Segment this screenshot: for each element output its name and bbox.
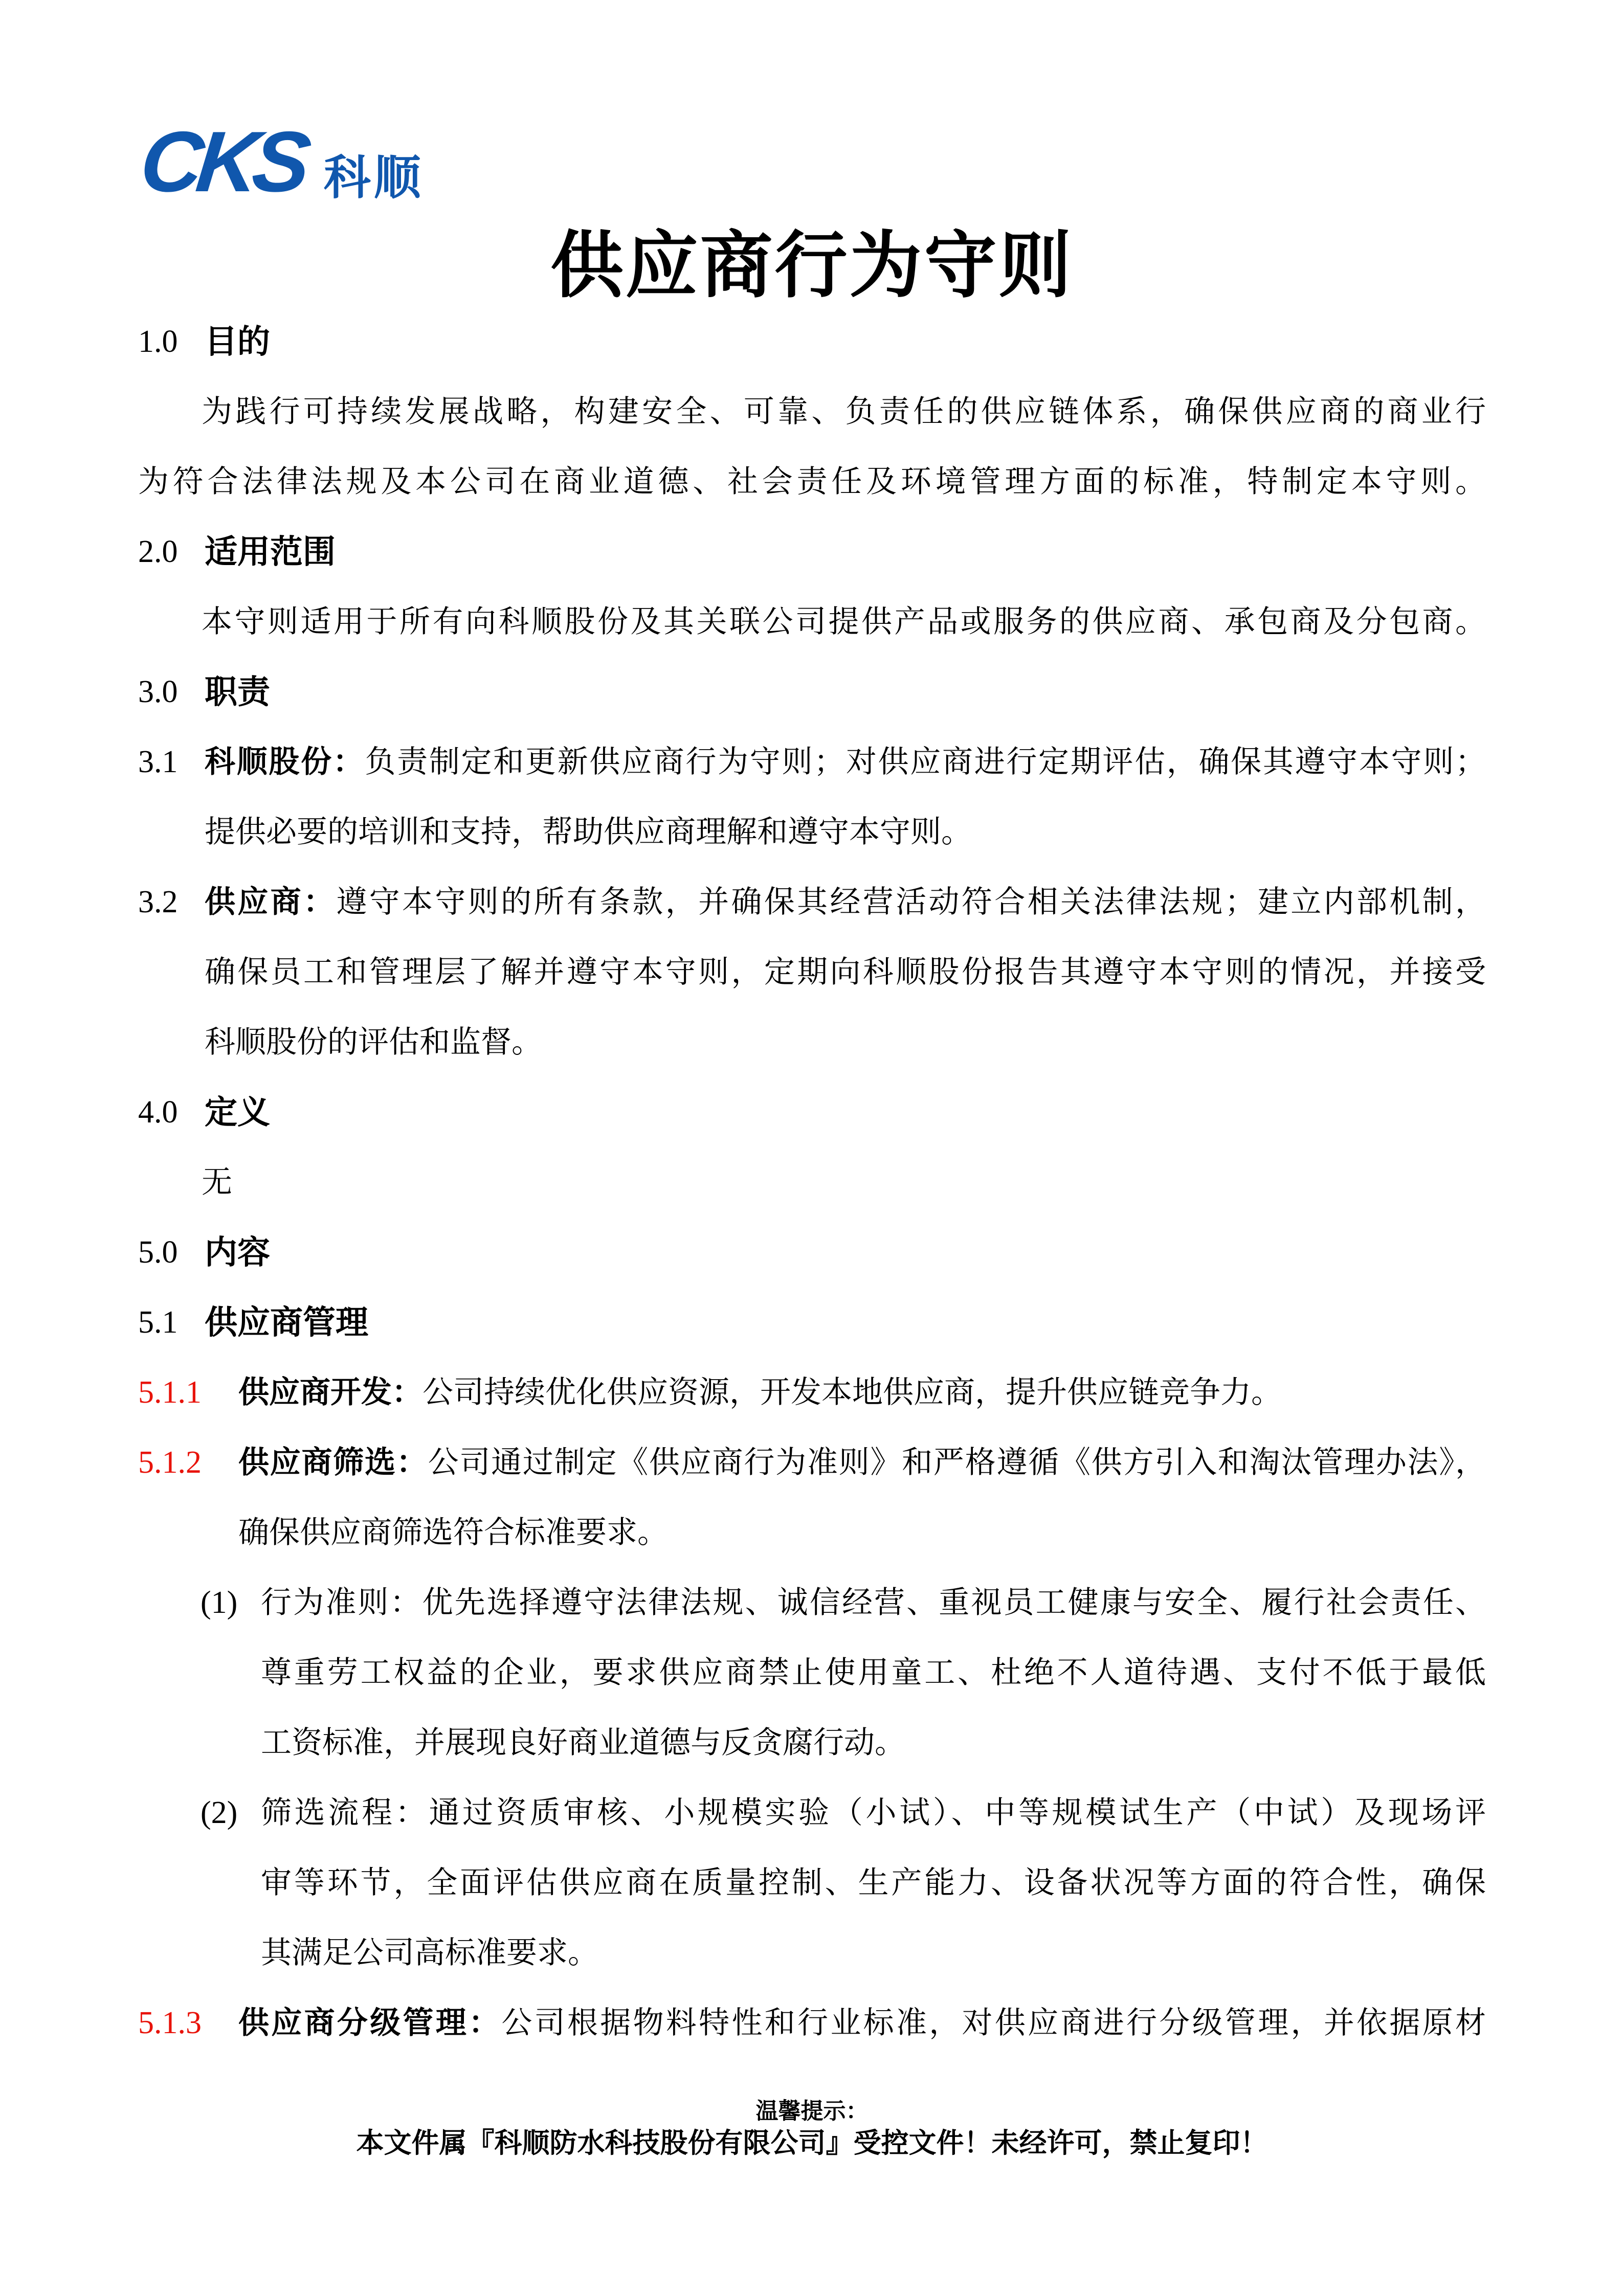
body-line: 遵守本守则的所有条款，并确保其经营活动符合相关法律法规；建立内部机制， <box>336 885 1486 919</box>
body-line: 公司根据物料特性和行业标准，对供应商进行分级管理，并依据原材 <box>501 2006 1486 2040</box>
item-label: 供应商： <box>205 885 337 919</box>
body-line: 为践行可持续发展战略，构建安全、可靠、负责任的供应链体系，确保供应商的商业行 <box>202 395 1486 429</box>
item-label: 供应商分级管理： <box>238 2006 502 2040</box>
item-label: 供应商开发： <box>238 1376 422 1409</box>
body-line: 其满足公司高标准要求。 <box>261 1936 598 1970</box>
company-logo <box>136 114 424 210</box>
body-line: 提供必要的培训和支持，帮助供应商理解和遵守本守则。 <box>205 815 972 849</box>
item-5-1-1 <box>138 1358 1486 1428</box>
section-number: 2.0 <box>138 534 178 569</box>
paragraph-definition-none <box>138 1147 1486 1218</box>
item-label: 科顺股份： <box>205 745 365 779</box>
section-number: 4.0 <box>138 1095 178 1130</box>
section-heading-5-0 <box>138 1218 1486 1288</box>
subitem-number: (2) <box>201 1795 238 1830</box>
section-heading-label: 定义 <box>205 1094 270 1131</box>
logo-company-name: 科顺 <box>323 152 424 204</box>
paragraph-purpose <box>138 377 1486 517</box>
subitem-number: (1) <box>201 1585 238 1620</box>
item-label: 供应商筛选： <box>238 1446 428 1479</box>
section-heading-label: 供应商管理 <box>205 1304 368 1341</box>
section-heading-2-0 <box>138 517 1486 587</box>
body-line: 本守则适用于所有向科顺股份及其关联公司提供产品或服务的供应商、承包商及分包商。 <box>202 605 1486 639</box>
body-line: 工资标准，并展现良好商业道德与反贪腐行动。 <box>261 1726 905 1760</box>
subitem-2 <box>138 1778 1486 1988</box>
body-line: 确保供应商筛选符合标准要求。 <box>238 1516 668 1549</box>
item-number-red: 5.1.1 <box>138 1375 202 1410</box>
document-body <box>138 307 1486 2058</box>
logo-cks-mark: CKS <box>136 114 309 210</box>
body-line: 无 <box>202 1165 232 1199</box>
page-footer <box>0 2097 1624 2160</box>
subitem-label: 行为准则： <box>261 1586 422 1619</box>
body-line: 通过资质审核、小规模实验（小试）、中等规模试生产（中试）及现场评 <box>429 1796 1486 1830</box>
document-title: 供应商行为守则 <box>550 226 1074 306</box>
footer-notice-title: 温馨提示： <box>755 2099 869 2124</box>
body-line: 科顺股份的评估和监督。 <box>205 1025 542 1059</box>
section-number: 5.1 <box>138 1305 178 1340</box>
subitem-1 <box>138 1568 1486 1778</box>
body-line: 公司持续优化供应资源，开发本地供应商，提升供应链竞争力。 <box>422 1376 1282 1409</box>
item-5-1-2 <box>138 1428 1486 1568</box>
item-3-1 <box>138 727 1486 867</box>
subitem-label: 筛选流程： <box>261 1796 429 1830</box>
item-number: 3.1 <box>138 745 178 779</box>
body-line: 优先选择遵守法律法规、诚信经营、重视员工健康与安全、履行社会责任、 <box>422 1586 1486 1619</box>
item-number: 3.2 <box>138 885 178 919</box>
section-number: 1.0 <box>138 324 178 359</box>
section-number: 5.0 <box>138 1235 178 1270</box>
section-heading-label: 内容 <box>205 1234 270 1271</box>
section-number: 3.0 <box>138 674 178 709</box>
body-line: 为符合法律法规及本公司在商业道德、社会责任及环境管理方面的标准，特制定本守则。 <box>138 465 1486 499</box>
section-heading-4-0 <box>138 1077 1486 1147</box>
body-line: 确保员工和管理层了解并遵守本守则，定期向科顺股份报告其遵守本守则的情况，并接受 <box>205 955 1486 989</box>
section-heading-label: 职责 <box>205 674 270 710</box>
section-heading-3-0 <box>138 657 1486 727</box>
section-heading-5-1 <box>138 1288 1486 1358</box>
body-line: 审等环节，全面评估供应商在质量控制、生产能力、设备状况等方面的符合性，确保 <box>261 1866 1486 1900</box>
item-5-1-3 <box>138 1988 1486 2058</box>
item-number-red: 5.1.3 <box>138 2006 202 2040</box>
body-line: 公司通过制定《供应商行为准则》和严格遵循《供方引入和淘汰管理办法》， <box>428 1446 1486 1479</box>
body-line: 尊重劳工权益的企业，要求供应商禁止使用童工、杜绝不人道待遇、支付不低于最低 <box>261 1656 1486 1690</box>
section-heading-label: 适用范围 <box>205 534 336 570</box>
footer-controlled-document-notice: 本文件属『科顺防水科技股份有限公司』受控文件！未经许可，禁止复印！ <box>356 2128 1268 2158</box>
item-3-2 <box>138 867 1486 1077</box>
section-heading-1-0 <box>138 307 1486 377</box>
item-number-red: 5.1.2 <box>138 1445 202 1480</box>
section-heading-label: 目的 <box>205 324 270 360</box>
paragraph-scope <box>138 587 1486 657</box>
body-line: 负责制定和更新供应商行为守则；对供应商进行定期评估，确保其遵守本守则； <box>365 745 1486 779</box>
